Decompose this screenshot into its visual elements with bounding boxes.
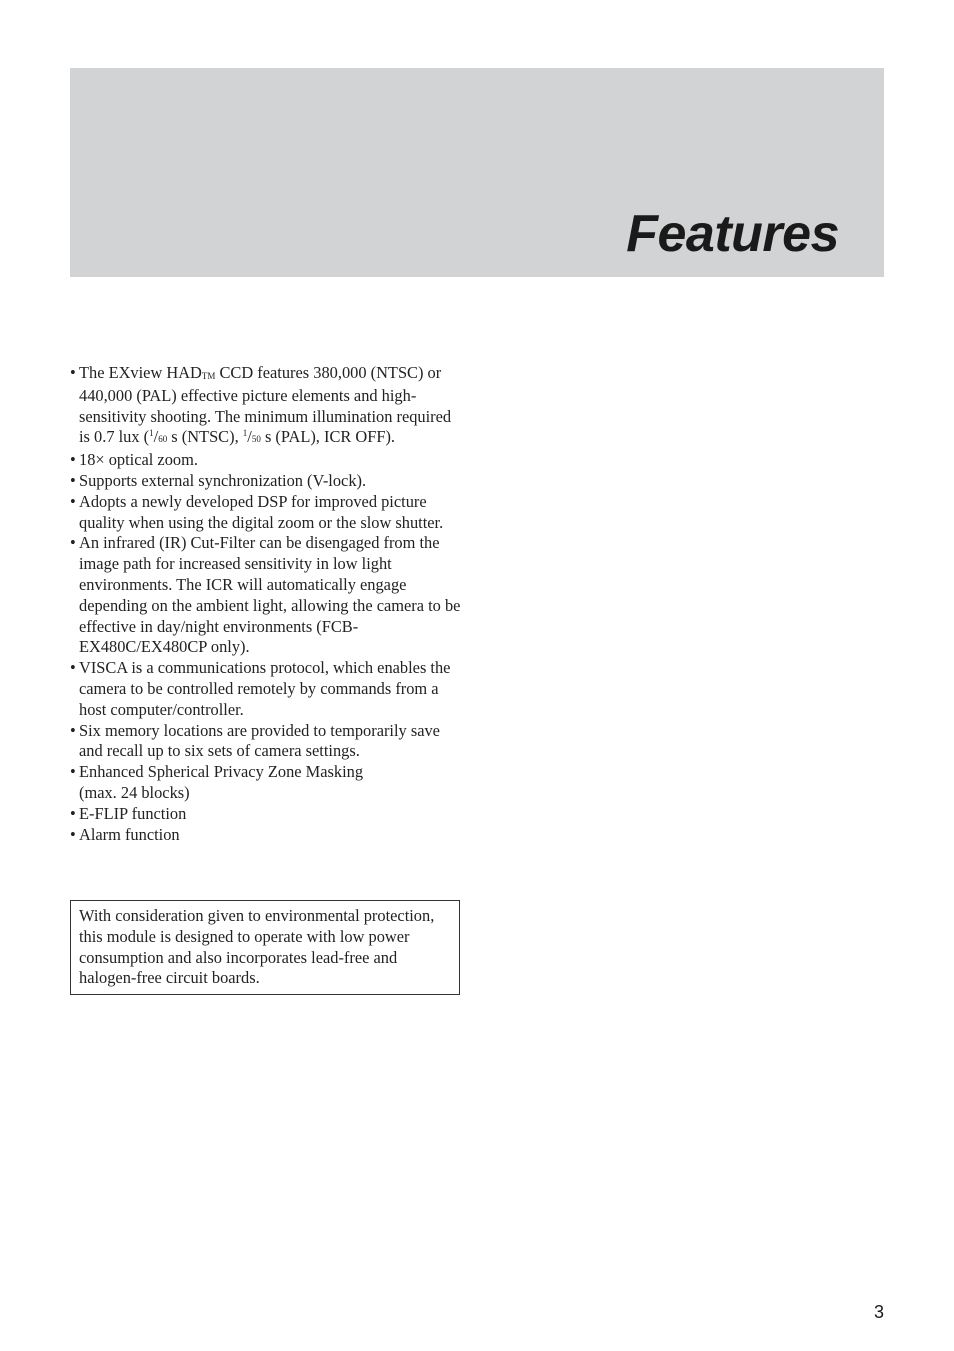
bullet-icon: •	[70, 363, 76, 382]
feature-item-sync	[70, 471, 462, 492]
feature-text: s (PAL), ICR OFF).	[260, 427, 396, 447]
bullet-icon: •	[70, 450, 76, 470]
feature-text: VISCA is a communications protocol, which enables the camera to be controlled remotely by commands from a host computer/controller.	[79, 658, 451, 719]
feature-text: Six memory locations are provided to temporarily save and recall up to six sets of camera settings.	[79, 720, 440, 761]
bullet-icon: •	[70, 491, 76, 511]
feature-item-dsp	[70, 492, 462, 534]
feature-text: Adopts a newly developed DSP for improved picture quality when using the digital zoom or the slow shutter.	[79, 491, 444, 532]
header-band	[70, 68, 884, 277]
feature-item-visca	[70, 658, 462, 720]
feature-text: CCD features 380,000 (NTSC) or 440,000 (PAL) effective picture elements and high-sensitivity shooting. The minimum illumination required is 0.7 lux (	[79, 363, 452, 447]
fraction-separator: /	[153, 427, 159, 447]
environmental-note-box	[70, 900, 460, 995]
feature-text: E-FLIP function	[79, 803, 187, 823]
feature-text: An infrared (IR) Cut-Filter can be disengaged from the image path for increased sensitivity in low light environments. The ICR will automatically engage depending on the ambient light, allowing the camera to be effective in day/night environments (FCB-EX480C/EX480CP only).	[79, 533, 461, 657]
page-title: Features	[626, 205, 839, 263]
feature-text: (max. 24 blocks)	[79, 782, 190, 802]
bullet-icon: •	[70, 658, 76, 678]
feature-text: 18× optical zoom.	[79, 450, 198, 470]
feature-text: The EXview HAD	[79, 363, 202, 382]
feature-text: Enhanced Spherical Privacy Zone Masking	[79, 762, 364, 782]
environmental-note-text: With consideration given to environmental protection, this module is designed to operate with low power consumption and also incorporates lead-free and halogen-free circuit boards.	[79, 906, 435, 988]
feature-item-alarm	[70, 825, 462, 846]
fraction-separator: /	[247, 427, 252, 447]
bullet-icon: •	[70, 824, 76, 844]
feature-item-ir-filter	[70, 533, 462, 658]
feature-text: Supports external synchronization (V-lock).	[79, 470, 367, 490]
feature-item-eflip	[70, 804, 462, 825]
bullet-icon: •	[70, 720, 76, 740]
fraction-numerator: 1	[149, 428, 154, 439]
feature-item-ccd	[70, 363, 462, 450]
feature-text: Alarm function	[79, 824, 180, 844]
fraction-denominator: 50	[251, 434, 261, 445]
feature-list	[70, 363, 462, 845]
fraction-numerator: 1	[242, 428, 248, 439]
feature-text: s (NTSC),	[167, 427, 243, 447]
trademark-mark: TM	[201, 371, 216, 381]
bullet-icon: •	[70, 803, 76, 823]
feature-item-zoom	[70, 450, 462, 471]
page-number: 3	[873, 1302, 884, 1322]
bullet-icon: •	[70, 533, 76, 553]
feature-item-privacy-masking	[70, 762, 462, 804]
fraction-denominator: 60	[158, 434, 168, 445]
feature-item-memory	[70, 721, 462, 763]
bullet-icon: •	[70, 470, 76, 490]
bullet-icon: •	[70, 762, 76, 782]
